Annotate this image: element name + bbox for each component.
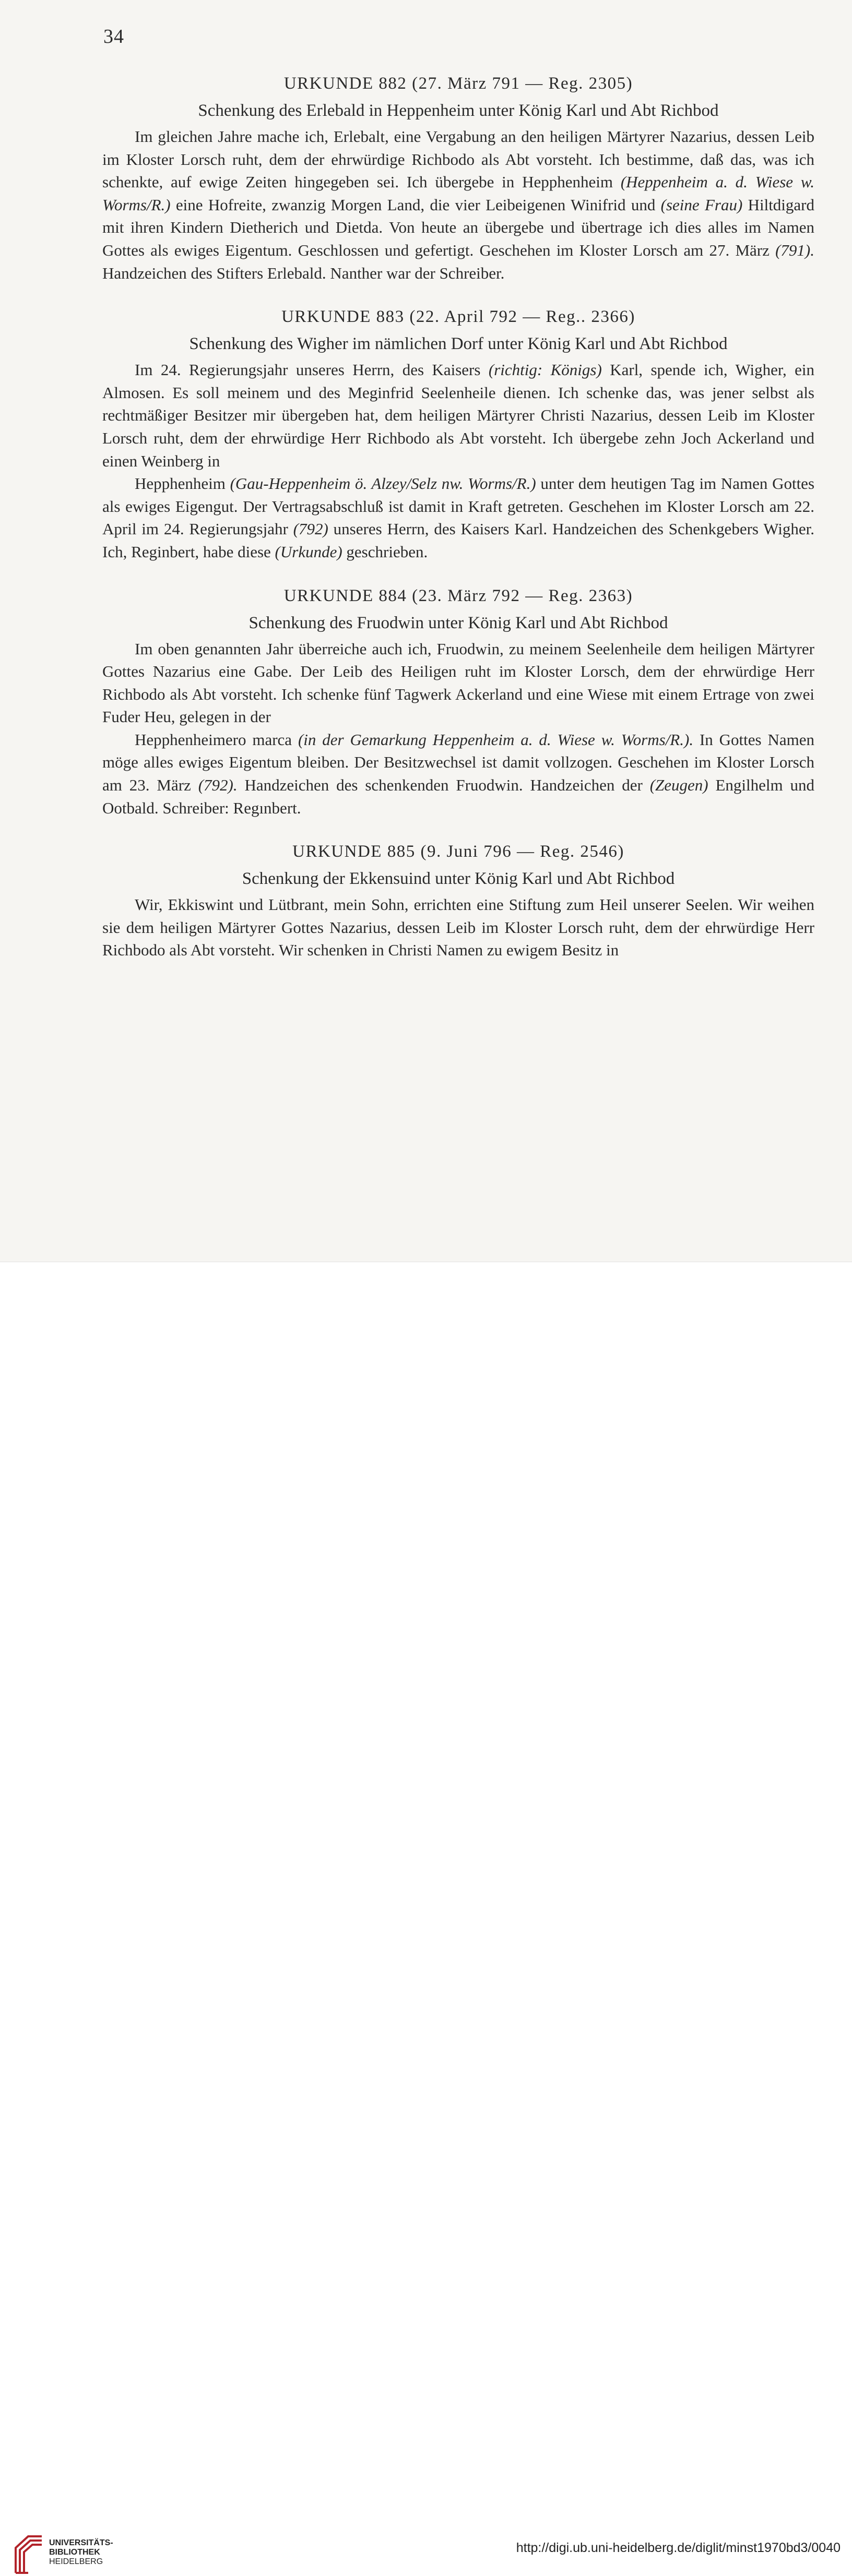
section-title: Schenkung der Ekkensuind unter König Karl und Abt Richbod — [242, 869, 675, 889]
page-number: 34 — [103, 26, 124, 47]
section-title: Schenkung des Wigher im nämlichen Dorf unter König Karl und Abt Richbod — [189, 334, 728, 354]
editorial-note: (Urkunde) — [275, 542, 342, 561]
editorial-note: (Heppenheim a. d. Wiese w. Worms/R.) — [102, 173, 814, 214]
paragraph: Im oben genannten Jahr überreiche auch ich, Fruodwin, zu meinem Seelenheile dem heiligen Märtyrer Gottes Nazarius eine Gabe. Der Leib des Heiligen ruht im Kloster Lorsch, dem der ehrwürdige Herr Richbodo als Abt vorsteht. Ich schenke fünf Tagwerk Ackerland und eine Wiese mit einem Ertrage von zwei Fuder Heu, gelegen in der — [102, 639, 814, 726]
library-logo-icon — [13, 2532, 45, 2576]
paragraph: Im gleichen Jahre mache ich, Erlebalt, eine Vergabung an den heiligen Märtyrer Nazarius, dessen Leib im Kloster Lorsch ruht, dem der ehrwürdige Richbodo als Abt vorsteht. Ich bestimme, daß das, was ich schenkte, auf ewige Zeiten hingegeben sei. Ich übergebe in Hepphenheim (Heppenheim a. d. Wiese w. Worms/R.) eine Hofreite, zwanzig Morgen Land, die vier Leibeigenen Winifrid und (seine Frau) Hiltdigard mit ihren Kindern Dietherich und Dietda. Von heute an übergebe und übertrage ich dies alles im Namen Gottes als ewiges Eigentum. Geschlossen und gefertigt. Geschehen im Kloster Lorsch am 27. März (791). Handzeichen des Stifters Erlebald. Nanther war der Schreiber. — [102, 127, 815, 282]
section-heading: URKUNDE 882 (27. März 791 — Reg. 2305) — [283, 74, 633, 93]
section-title: Schenkung des Erlebald in Heppenheim unter König Karl und Abt Richbod — [198, 101, 719, 120]
paragraph: Hepphenheim (Gau-Heppenheim ö. Alzey/Selz nw. Worms/R.) unter dem heutigen Tag im Namen Gottes als ewiges Eigengut. Der Vertragsabschluß ist damit in Kraft getreten. Geschehen im Kloster Lorsch am 22. April im 24. Regierungsjahr (792) unseres Herrn, des Kaisers Karl. Handzeichen des Schenkgebers Wigher. Ich, Reginbert, habe diese (Urkunde) geschrieben. — [102, 474, 815, 561]
editorial-note: (792) — [293, 520, 328, 538]
section-title: Schenkung des Fruodwin unter König Karl und Abt Richbod — [249, 613, 668, 632]
section-heading: URKUNDE 884 (23. März 792 — Reg. 2363) — [283, 586, 633, 605]
paragraph: Im 24. Regierungsjahr unseres Herrn, des Kaisers (richtig: Königs) Karl, spende ich, Wigher, ein Almosen. Es soll meinem und des Meginfrid Seelenheile dienen. Ich schenke das, was jener selbst als rechtmäßiger Besitzer mir übergeben hat, dem heiligen Märtyrer Christi Nazarius, dessen Leib im Kloster Lorsch ruht, dem der ehrwürdige Herr Richbodo als Abt vorsteht. Ich übergebe zehn Joch Ackerland und einen Weinberg in — [102, 361, 814, 470]
editorial-note: (Zeugen) — [649, 776, 708, 795]
document-section — [102, 585, 814, 820]
editorial-note: (in der Gemarkung Heppenheim a. d. Wiese w. Worms/R.). — [298, 730, 694, 749]
section-heading: URKUNDE 883 (22. April 792 — Reg.. 2366) — [281, 307, 635, 327]
editorial-note: (richtig: Königs) — [488, 361, 602, 379]
paragraph: Wir, Ekkiswint und Lütbrant, mein Sohn, errichten eine Stiftung zum Heil unserer Seelen. Wir weihen sie dem heiligen Märtyrer Gottes Nazarius, dessen Leib im Kloster Lorsch ruht, dem der ehrwürdige Herr Richbodo als Abt vorsteht. Wir schenken in Christi Namen zu ewigem Besitz in — [102, 895, 814, 960]
document-section — [102, 73, 814, 284]
viewer-footer — [0, 1262, 852, 2566]
section-heading: URKUNDE 885 (9. Juni 796 — Reg. 2546) — [292, 842, 624, 861]
editorial-note: (791). — [775, 241, 814, 259]
editorial-note: (792). — [198, 776, 238, 795]
scanned-page — [0, 0, 852, 1262]
library-name: UNIVERSITÄTS- BIBLIOTHEK HEIDELBERG — [49, 2538, 113, 2566]
permalink-url[interactable]: http://digi.ub.uni-heidelberg.de/diglit/minst1970bd3/0040 — [516, 2541, 841, 2555]
document-section — [102, 306, 814, 563]
paragraph: Hepphenheimero marca (in der Gemarkung Heppenheim a. d. Wiese w. Worms/R.). In Gottes Namen möge alles ewiges Eigentum bleiben. Der Besitzwechsel ist damit vollzogen. Geschehen im Kloster Lorsch am 23. März (792). Handzeichen des schenkenden Fruodwin. Handzeichen der (Zeugen) Engilhelm und Ootbald. Schreiber: Regınbert. — [102, 730, 815, 817]
editorial-note: (seine Frau) — [660, 195, 743, 214]
editorial-note: (Gau-Heppenheim ö. Alzey/Selz nw. Worms/R.) — [230, 474, 536, 493]
document-section — [102, 841, 814, 962]
page-content — [102, 73, 814, 962]
